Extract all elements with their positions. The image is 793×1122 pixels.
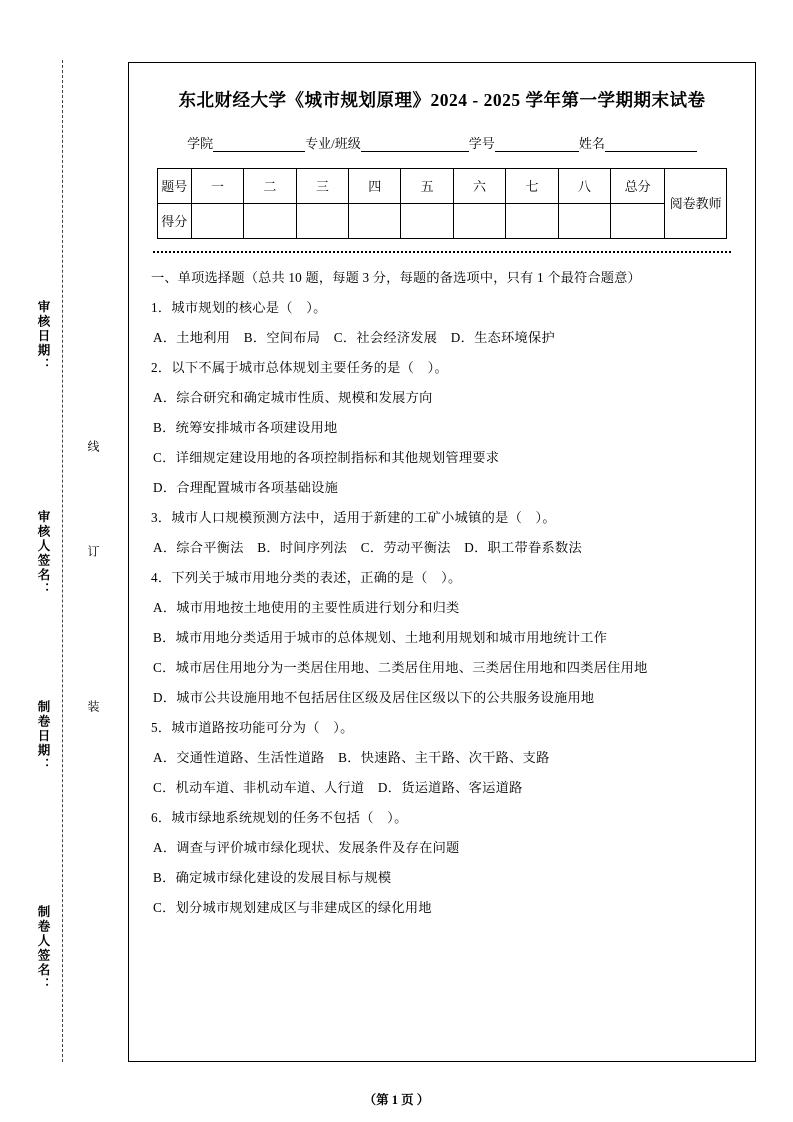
- question-2-option-b[interactable]: B．统筹安排城市各项建设用地: [153, 420, 338, 435]
- question-5-stem: 5．城市道路按功能可分为（ ）。: [151, 720, 354, 735]
- exam-paper-body: [128, 62, 756, 1062]
- col-2: 二: [244, 169, 296, 204]
- student-id-label: 学号: [468, 136, 495, 151]
- left-margin-area: [0, 0, 128, 1122]
- score-cell-6[interactable]: [453, 204, 505, 239]
- question-2-option-d[interactable]: D．合理配置城市各项基础设施: [153, 480, 339, 495]
- question-3-options[interactable]: A．综合平衡法 B．时间序列法 C．劳动平衡法 D．职工带眷系数法: [153, 540, 582, 555]
- student-info-line: [151, 133, 733, 152]
- question-4-option-d[interactable]: D．城市公共设施用地不包括居住区级及居住区级以下的公共服务设施用地: [153, 690, 595, 705]
- question-4-option-a[interactable]: A．城市用地按土地使用的主要性质进行划分和归类: [153, 600, 460, 615]
- score-table: [157, 168, 727, 239]
- score-cell-1[interactable]: [191, 204, 243, 239]
- marking-signature-label: 制卷人签名：: [36, 905, 50, 992]
- col-marking-teacher: 阅卷教师: [665, 169, 727, 239]
- score-cell-7[interactable]: [506, 204, 558, 239]
- name-label: 姓名: [578, 136, 605, 151]
- page-footer: （第 1 页 ）: [363, 1093, 430, 1107]
- question-6-option-a[interactable]: A．调查与评价城市绿化现状、发展条件及存在问题: [153, 840, 460, 855]
- name-field[interactable]: [605, 137, 697, 152]
- marking-date-label: 制卷日期：: [36, 700, 50, 773]
- college-field[interactable]: [213, 137, 305, 152]
- score-cell-4[interactable]: [349, 204, 401, 239]
- margin-dashed-rule: [62, 60, 63, 1062]
- question-4-stem: 4．下列关于城市用地分类的表述，正确的是（ ）。: [151, 570, 462, 585]
- major-class-label: 专业/班级: [305, 136, 361, 151]
- col-7: 七: [506, 169, 558, 204]
- col-4: 四: [349, 169, 401, 204]
- question-6-stem: 6．城市绿地系统规划的任务不包括（ ）。: [151, 810, 408, 825]
- col-8: 八: [558, 169, 611, 204]
- question-6-option-b[interactable]: B．确定城市绿化建设的发展目标与规模: [153, 870, 392, 885]
- score-cell-8[interactable]: [558, 204, 611, 239]
- score-cell-2[interactable]: [244, 204, 296, 239]
- seal-secret-label: 装: [86, 700, 100, 713]
- score-cell-total[interactable]: [611, 204, 665, 239]
- row-label-score: 得分: [157, 204, 191, 239]
- question-6-option-c[interactable]: C．划分城市规划建成区与非建成区的绿化用地: [153, 900, 432, 915]
- row-label-question-no: 题号: [157, 169, 191, 204]
- question-2-option-c[interactable]: C．详细规定建设用地的各项控制指标和其他规划管理要求: [153, 450, 500, 465]
- review-date-label: 审核日期：: [36, 300, 50, 373]
- question-2-option-a[interactable]: A．综合研究和确定城市性质、规模和发展方向: [153, 390, 433, 405]
- review-signature-label: 审核人签名：: [36, 510, 50, 597]
- page-title: 东北财经大学《城市规划原理》2024 - 2025 学年第一学期期末试卷: [178, 90, 706, 110]
- exam-content: [151, 263, 733, 923]
- score-table-row-numbers: [157, 169, 726, 204]
- section-title-single-choice: 一、单项选择题（总共 10 题，每题 3 分，每题的备选项中，只有 1 个最符合题意）: [151, 270, 641, 285]
- question-2-stem: 2．以下不属于城市总体规划主要任务的是（ ）。: [151, 360, 449, 375]
- question-5-options-cd[interactable]: C．机动车道、非机动车道、人行道 D．货运道路、客运道路: [153, 780, 523, 795]
- col-5: 五: [401, 169, 453, 204]
- dotted-separator: [153, 251, 731, 253]
- seal-bind-label: 订: [86, 545, 100, 558]
- seal-line-label: 线: [86, 440, 100, 453]
- col-6: 六: [453, 169, 505, 204]
- question-1-options[interactable]: A．土地利用 B．空间布局 C．社会经济发展 D．生态环境保护: [153, 330, 555, 345]
- question-1-stem: 1．城市规划的核心是（ ）。: [151, 300, 327, 315]
- question-3-stem: 3．城市人口规模预测方法中，适用于新建的工矿小城镇的是（ ）。: [151, 510, 556, 525]
- score-cell-5[interactable]: [401, 204, 453, 239]
- question-4-option-c[interactable]: C．城市居住用地分为一类居住用地、二类居住用地、三类居住用地和四类居住用地: [153, 660, 648, 675]
- col-3: 三: [296, 169, 348, 204]
- student-id-field[interactable]: [495, 137, 579, 152]
- col-total: 总分: [611, 169, 665, 204]
- college-label: 学院: [187, 136, 214, 151]
- major-class-field[interactable]: [361, 137, 469, 152]
- score-table-row-scores: [157, 204, 726, 239]
- score-cell-3[interactable]: [296, 204, 348, 239]
- question-5-options-ab[interactable]: A．交通性道路、生活性道路 B．快速路、主干路、次干路、支路: [153, 750, 550, 765]
- col-1: 一: [191, 169, 243, 204]
- question-4-option-b[interactable]: B．城市用地分类适用于城市的总体规划、土地利用规划和城市用地统计工作: [153, 630, 608, 645]
